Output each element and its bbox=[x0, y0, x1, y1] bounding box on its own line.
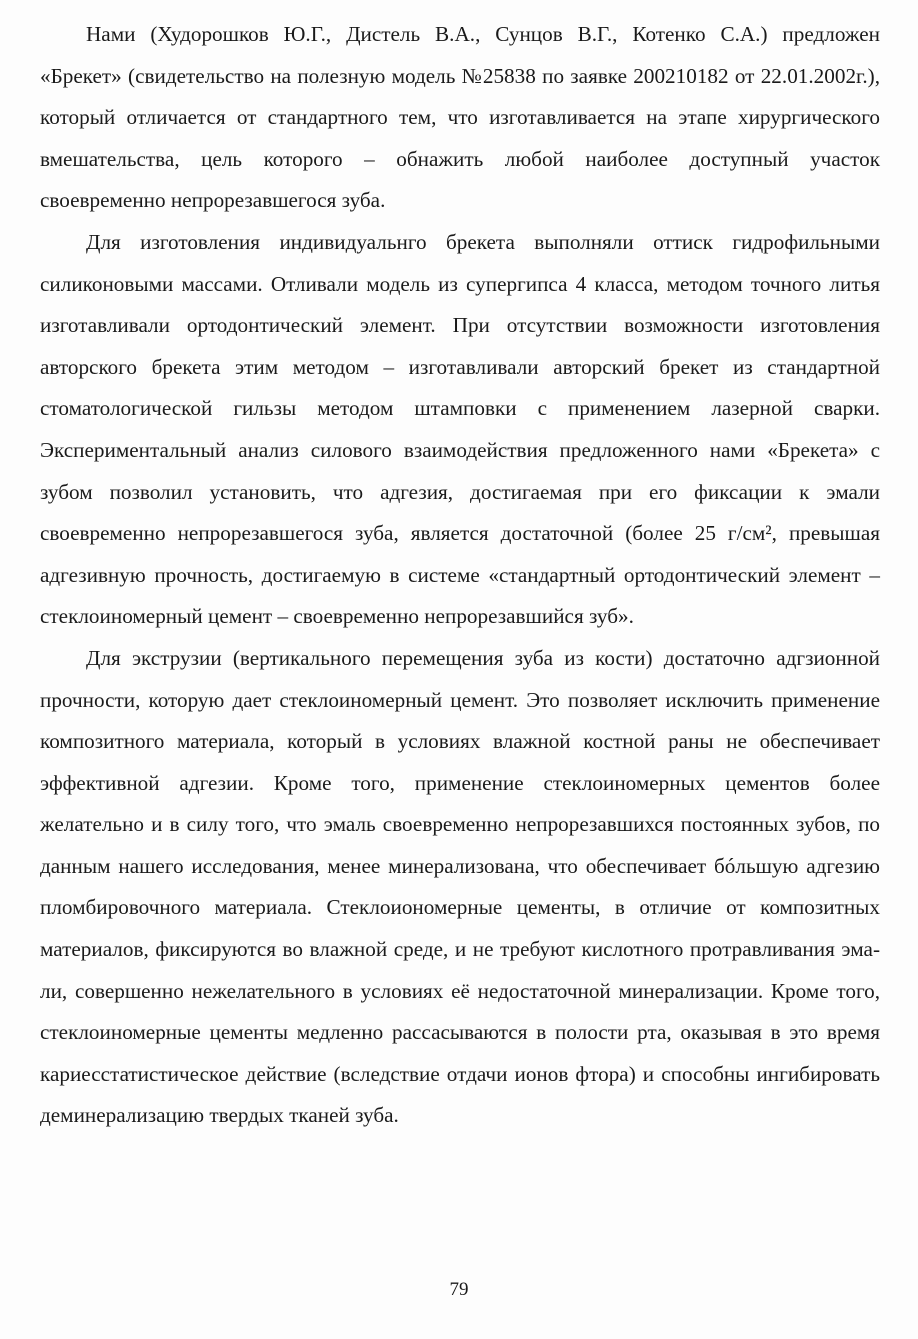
paragraph-bracket-manufacturing: Для изготовления индивидуальнго брекета выполняли оттиск гидрофильными силиконовыми массами. Отливали модель из супергипса 4 класса, методом точного литья изготавливали ортодонтический элемент. При отсутствии возможности изготовления авторского брекета этим методом – изготавливали авторский брекет из стандартной стоматологической гильзы методом штамповки с применением лазерной сварки. Экспериментальный анализ силового взаимодействия предложенного нами «Брекета» с зубом позволил установить, что адгезия, достигаемая при его фиксации к эмали своевременно непрорезавшегося зуба, является достаточной (более 25 г/см², превышая адгезивную прочность, достигаемую в системе «стандартный ортодонтический элемент – стеклоиномерный цемент – своевременно непрорезавшийся зуб». bbox=[40, 229, 880, 629]
body-text bbox=[40, 14, 880, 1137]
paragraph-glass-ionomer-cement: Для экструзии (вертикального перемещения зуба из кости) достаточно адгзионной прочности, которую дает стеклоиномерный цемент. Это позволяет исключить применение композитного материала, который в условиях влажной костной раны не обеспечивает эффективной адгезии. Кроме того, применение стеклоиномерных цементов более желательно и в силу того, что эмаль своевременно непрорезавшихся постоянных зубов, по данным нашего исследования, менее минерализована, что обеспечивает бóльшую адгезию пломбировочного материала. Стеклоиономерные цементы, в отличие от композитных материалов, фиксируются во влажной среде, и не требуют кислотного протравливания эмали, совершенно нежелательного в условиях её недостаточной минерализации. Кроме того, стеклоиномерные цементы медленно рассасываются в полости рта, оказывая в это время кариесстатистическое действие (вследствие отдачи ионов фтора) и способны ингибировать деминерализацию твердых тканей зуба. bbox=[40, 645, 880, 1128]
page-number: 79 bbox=[449, 1279, 469, 1300]
paragraph-bracket-description: Нами (Худорошков Ю.Г., Дистель В.А., Сунцов В.Г., Котенко С.А.) предложен «Брекет» (свидетельство на полезную модель №25838 по заявке 200210182 от 22.01.2002г.), который отличается от стандартного тем, что изготавливается на этапе хирургического вмешательства, цель которого – обнажить любой наиболее доступный участок своевременно непрорезавшегося зуба. bbox=[40, 22, 880, 213]
